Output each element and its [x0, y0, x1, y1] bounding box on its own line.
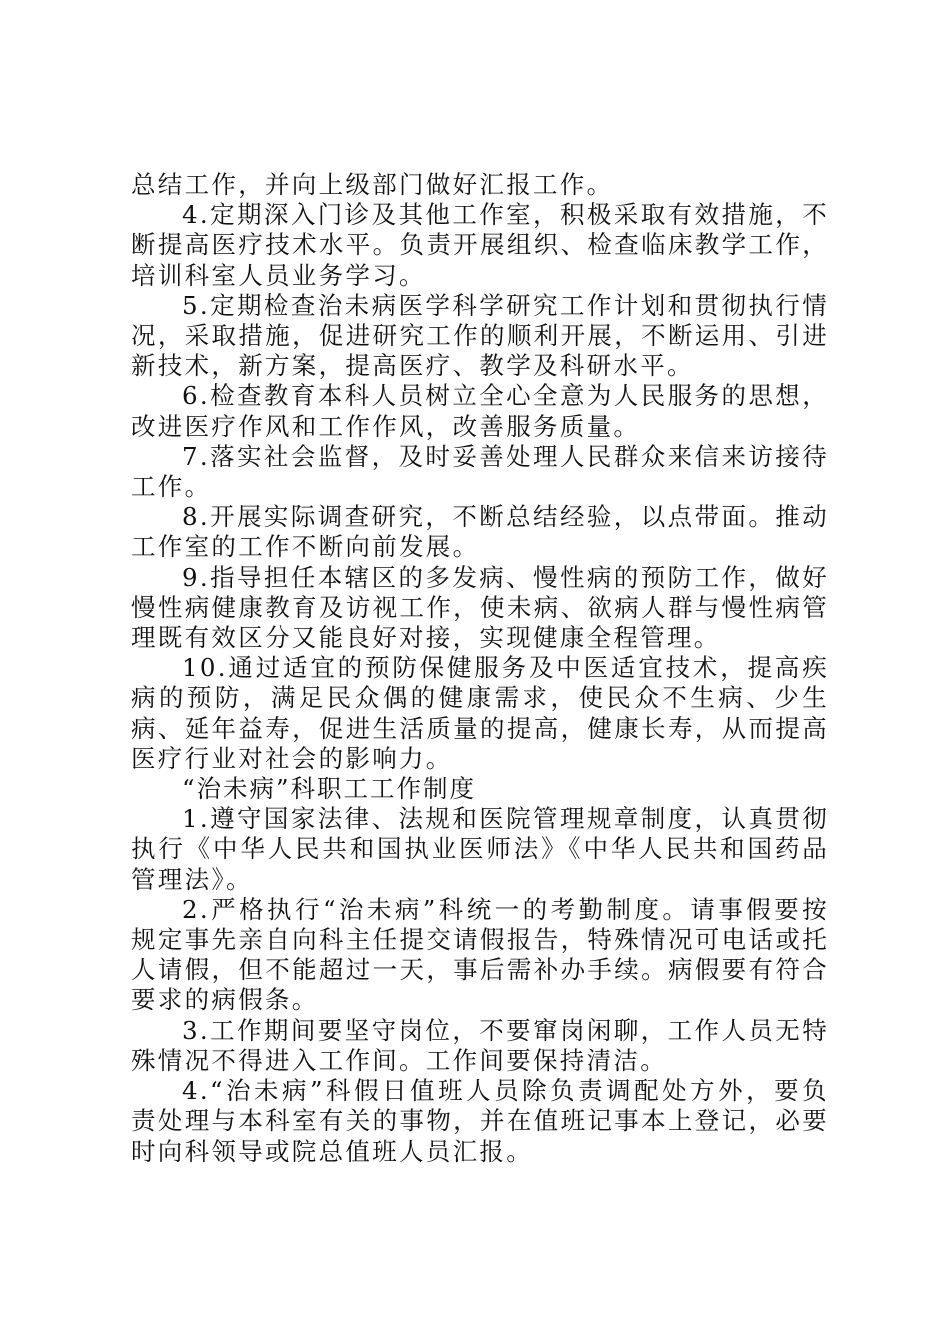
section-heading: “治未病”科职工工作制度: [182, 774, 477, 804]
paragraph-item-4: 4.定期深入门诊及其他工作室，积极采取有效措施，不断提高医疗技术水平。负责开展组织、检查临床教学工作，培训科室人员业务学习。: [131, 200, 829, 290]
rule-item-4: 4.“治未病”科假日值班人员除负责调配处方外，要负责处理与本科室有关的事物，并在值班记事本上登记，必要时向科领导或院总值班人员汇报。: [131, 1076, 829, 1166]
rule-item-1: 1.遵守国家法律、法规和医院管理规章制度，认真贯彻执行《中华人民共和国执业医师法》《中华人民共和国药品管理法》。: [131, 804, 829, 894]
paragraph-item-5: 5.定期检查治未病医学科学研究工作计划和贯彻执行情况，采取措施，促进研究工作的顺利开展，不断运用、引进新技术，新方案，提高医疗、教学及科研水平。: [131, 290, 829, 381]
document-body: [131, 170, 829, 1167]
rule-item-2: 2.严格执行“治未病”科统一的考勤制度。请事假要按规定事先亲自向科主任提交请假报告，特殊情况可电话或托人请假，但不能超过一天，事后需补办手续。病假要有符合要求的病假条。: [131, 894, 829, 1015]
paragraph-continuation: 总结工作，并向上级部门做好汇报工作。: [131, 170, 614, 199]
rule-item-3: 3.工作期间要坚守岗位，不要窜岗闲聊，工作人员无特殊情况不得进入工作间。工作间要保持清洁。: [131, 1015, 829, 1075]
paragraph-item-6: 6.检查教育本科人员树立全心全意为人民服务的思想，改进医疗作风和工作作风，改善服务质量。: [131, 381, 829, 441]
paragraph-item-7: 7.落实社会监督，及时妥善处理人民群众来信来访接待工作。: [131, 441, 829, 502]
paragraph-item-10: 10.通过适宜的预防保健服务及中医适宜技术，提高疾病的预防，满足民众偶的健康需求，使民众不生病、少生病、延年益寿，促进生活质量的提高，健康长寿，从而提高医疗行业对社会的影响力。: [131, 653, 829, 773]
paragraph-item-9: 9.指导担任本辖区的多发病、慢性病的预防工作，做好慢性病健康教育及访视工作，使未病、欲病人群与慢性病管理既有效区分又能良好对接，实现健康全程管理。: [131, 562, 829, 653]
paragraph-item-8: 8.开展实际调查研究，不断总结经验，以点带面。推动工作室的工作不断向前发展。: [131, 502, 829, 562]
